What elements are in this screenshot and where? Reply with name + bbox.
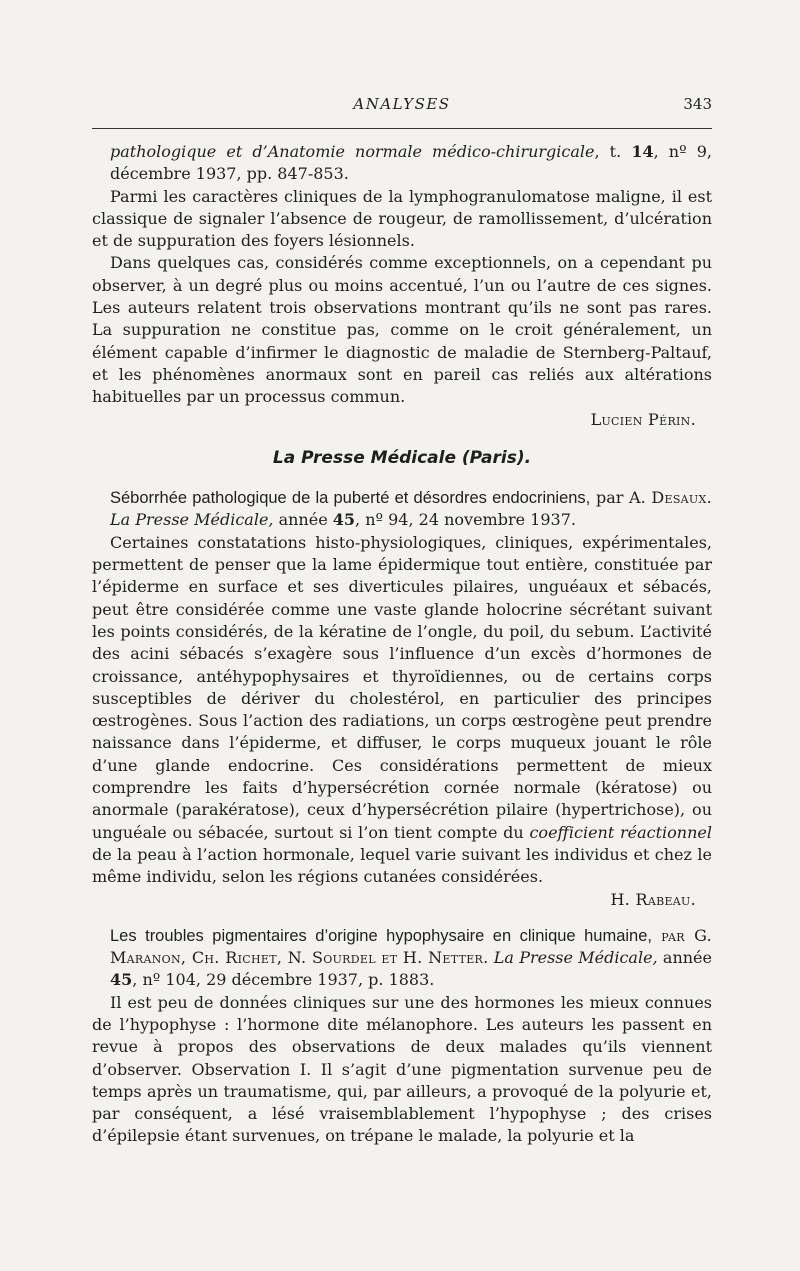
page-number: 343: [683, 95, 712, 113]
article-2-journal: La Presse Médicale,: [488, 948, 658, 968]
journal-name: pathologique et d’Anatomie normale médico-chirurgicale: [110, 142, 595, 161]
carryover-paragraph-1: Parmi les caractères cliniques de la lymphogranulomatose maligne, il est classique de signaler l’absence de rougeur, de ramollissement, d’ulcération et de suppuration des foyers lésionnels.: [92, 186, 712, 251]
article-1-reference: , nº 94, 24 novembre 1937.: [355, 510, 576, 530]
article-2-heading: [92, 925, 712, 992]
article-1-year-prefix: année: [273, 510, 333, 530]
running-title: ANALYSES: [353, 95, 451, 113]
article-1-journal: La Presse Médicale,: [110, 510, 274, 530]
article-1-title: Séborrhée pathologique de la puberté et désordres endocriniens,: [110, 489, 591, 508]
article-1-author: Desaux.: [651, 488, 713, 508]
article-2-year-prefix: année: [657, 948, 712, 968]
article-1-body-emphasis: coefficient réactionnel: [529, 822, 713, 842]
article-2-volume: 45: [110, 970, 133, 990]
article-1-volume: 45: [332, 510, 356, 530]
article-1-body-text: Certaines constatations histo-physiologiques, cliniques, expérimentales, permettent de penser que la lame épidermique tout entière, constituée par l’épiderme en surface et ses diverticules pilaires, unguéaux et sébacés, peut être considérée comme une vaste glande holocrine sécrétant suivant les points considérés, de la kératine de l’ongle, du poil, du sebum. L’activité des acini sébacés s’exagère sous l’influence d’un excès d’hormones de croissance, antéhypophysaires et thyroïdiennes, ou de certains corps susceptibles de dériver du cholestérol, en particulier des principes œstrogènes. Sous l’action des radiations, un corps œstrogène peut prendre naissance dans l’épiderme, et diffuser, le corps muqueux jouant le rôle d’une glande endocrine. Ces considérations permettent de mieux comprendre les faits d’hypersécrétion cornée normale (kératose) ou anormale (parakératose), ceux d’hypersécrétion pilaire (hypertrichose), ou unguéale ou sébacée, surtout si l’on tient compte du: [92, 532, 712, 842]
header-rule: [92, 128, 712, 129]
article-1-by: par A.: [590, 488, 652, 508]
article-1-body-end: de la peau à l’action hormonale, lequel varie suivant les individus et chez le même individu, selon les régions cutanées considérées.: [92, 844, 712, 887]
carryover-paragraph-2: Dans quelques cas, considérés comme exceptionnels, on a cependant pu observer, à un degré plus ou moins accentué, l’un ou l’autre de ces signes. Les auteurs relatent trois observations montrant qu’ils ne sont pas rares. La suppuration ne constitue pas, comme on le croit généralement, un élément capable d’infirmer le diagnostic de maladie de Sternberg-Paltauf, et les phénomènes anormaux sont en pareil cas reliés aux altérations habituelles par un processus commun.: [92, 253, 712, 407]
article-2-body: Il est peu de données cliniques sur une des hormones les mieux connues de l’hypophyse : l’hormone dite mélanophore. Les auteurs les passent en revue à propos des observations de deux malades qu’ils viennent d’observer. Observation I. Il s’agit d’une pigmentation survenue peu de temps après un traumatisme, qui, par ailleurs, a provoqué de la polyurie et, par conséquent, a lésé vraisemblablement l’hypophyse ; des crises d’épilepsie étant survenues, on trépane le malade, la polyurie et la: [92, 992, 712, 1146]
signature-perin: Lucien Périn.: [590, 409, 696, 429]
page-header: [92, 95, 712, 119]
page-content: [92, 141, 712, 1148]
reference-details: , nº 9, décembre 1937, pp. 847-853.: [110, 142, 712, 184]
article-2-title: Les troubles pigmentaires d’origine hypophysaire en clinique humaine,: [110, 926, 652, 945]
section-title: La Presse Médicale (Paris).: [272, 447, 532, 468]
article-1-heading: [92, 487, 712, 532]
signature-rabeau: H. Rabeau.: [610, 889, 696, 909]
tome-number: 14: [631, 142, 654, 161]
article-1-body: [92, 532, 712, 889]
carryover-reference: [92, 141, 712, 186]
article-2-reference: , nº 104, 29 décembre 1937, p. 1883.: [132, 970, 435, 990]
tome-prefix: , t.: [594, 142, 632, 161]
article-2-authors: par G. Maranon, Ch. Richet, N. Sourdel et H. Netter.: [110, 925, 713, 968]
